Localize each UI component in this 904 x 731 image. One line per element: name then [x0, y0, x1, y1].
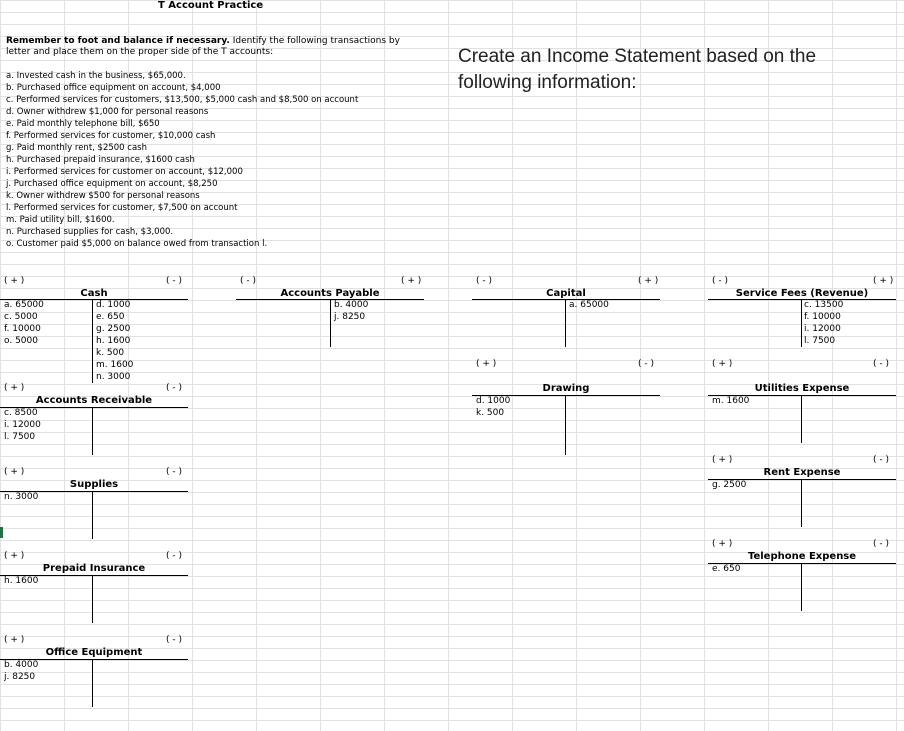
- t-account-vertical-rule: [330, 299, 331, 347]
- t-account-vertical-rule: [801, 479, 802, 527]
- transaction-item: o. Customer paid $5,000 on balance owed from transaction l.: [6, 239, 268, 249]
- credit-sign: ( + ): [638, 276, 659, 286]
- account-title-prepaid-insurance: Prepaid Insurance: [42, 563, 146, 574]
- debit-entry: m. 1600: [712, 396, 750, 406]
- account-title-rent-expense: Rent Expense: [763, 467, 841, 478]
- credit-sign: ( + ): [401, 276, 422, 286]
- credit-entry: l. 7500: [804, 336, 836, 346]
- account-title-supplies: Supplies: [69, 479, 119, 490]
- t-account-horizontal-rule: [472, 299, 660, 300]
- credit-entry: g. 2500: [96, 324, 131, 334]
- credit-entry: f. 10000: [804, 312, 841, 322]
- debit-column: [476, 395, 510, 419]
- t-account-vertical-rule: [565, 395, 566, 455]
- credit-sign: ( - ): [873, 359, 889, 369]
- debit-column: [712, 395, 749, 407]
- credit-entry: d. 1000: [96, 300, 131, 310]
- credit-sign: ( - ): [638, 359, 654, 369]
- t-account-horizontal-rule: [708, 299, 896, 300]
- debit-column: [712, 563, 740, 575]
- selected-cell-marker: [0, 527, 3, 538]
- debit-column: [4, 659, 38, 683]
- instruction-line-2: letter and place them on the proper side of the T accounts:: [6, 47, 274, 57]
- t-account-vertical-rule: [92, 491, 93, 539]
- credit-sign: ( - ): [166, 467, 182, 477]
- income-statement-prompt-2: following information:: [458, 72, 637, 93]
- account-title-drawing: Drawing: [542, 383, 590, 394]
- transaction-list: [6, 70, 358, 250]
- account-title-telephone-expense: Telephone Expense: [747, 551, 857, 562]
- debit-sign: ( + ): [4, 551, 25, 561]
- credit-entry: i. 12000: [804, 324, 841, 334]
- credit-entry: m. 1600: [96, 360, 134, 370]
- debit-sign: ( - ): [240, 276, 256, 286]
- debit-entry: c. 5000: [4, 312, 38, 322]
- transaction-item: b. Purchased office equipment on account, $4,000: [6, 83, 221, 93]
- t-account-vertical-rule: [92, 659, 93, 707]
- debit-entry: l. 7500: [4, 432, 36, 442]
- instruction-rest: Identify the following transactions by: [232, 36, 400, 46]
- credit-column: [569, 299, 609, 311]
- income-statement-prompt-1: Create an Income Statement based on the: [458, 46, 817, 67]
- account-title-accounts-payable: Accounts Payable: [280, 288, 380, 299]
- account-title-capital: Capital: [546, 288, 586, 299]
- t-account-vertical-rule: [92, 299, 93, 383]
- debit-entry: f. 10000: [4, 324, 41, 334]
- credit-entry: k. 500: [96, 348, 125, 358]
- debit-entry: a. 65000: [4, 300, 44, 310]
- debit-sign: ( + ): [476, 359, 497, 369]
- t-account-vertical-rule: [801, 563, 802, 611]
- account-title-utilities-expense: Utilities Expense: [754, 383, 850, 394]
- transaction-item: j. Purchased office equipment on account, $8,250: [6, 179, 218, 189]
- debit-entry: c. 8500: [4, 408, 38, 418]
- debit-sign: ( + ): [4, 635, 25, 645]
- debit-entry: o. 5000: [4, 336, 38, 346]
- transaction-item: a. Invested cash in the business, $65,000.: [6, 71, 186, 81]
- credit-entry: j. 8250: [334, 312, 366, 322]
- debit-entry: h. 1600: [4, 576, 39, 586]
- debit-column: [4, 575, 38, 587]
- debit-sign: ( + ): [4, 467, 25, 477]
- credit-sign: ( - ): [166, 635, 182, 645]
- credit-entry: n. 3000: [96, 372, 131, 382]
- account-title-office-equipment: Office Equipment: [45, 647, 143, 658]
- instruction-line-1: [6, 36, 400, 47]
- transaction-item: k. Owner withdrew $500 for personal reasons: [6, 191, 200, 201]
- debit-sign: ( + ): [712, 539, 733, 549]
- debit-sign: ( - ): [712, 276, 728, 286]
- debit-entry: i. 12000: [4, 420, 41, 430]
- transaction-item: d. Owner withdrew $1,000 for personal reasons: [6, 107, 209, 117]
- debit-entry: e. 650: [712, 564, 741, 574]
- debit-entry: d. 1000: [476, 396, 511, 406]
- debit-entry: k. 500: [476, 408, 505, 418]
- debit-entry: n. 3000: [4, 492, 39, 502]
- debit-column: [4, 299, 44, 347]
- account-title-service-fees: Service Fees (Revenue): [735, 288, 869, 299]
- credit-entry: b. 4000: [334, 300, 369, 310]
- debit-sign: ( + ): [4, 276, 25, 286]
- debit-entry: j. 8250: [4, 672, 36, 682]
- credit-sign: ( - ): [873, 455, 889, 465]
- transaction-item: h. Purchased prepaid insurance, $1600 cash: [6, 155, 195, 165]
- debit-sign: ( + ): [712, 455, 733, 465]
- t-account-vertical-rule: [801, 395, 802, 443]
- debit-sign: ( + ): [712, 359, 733, 369]
- debit-sign: ( + ): [4, 383, 25, 393]
- transaction-item: c. Performed services for customers, $13,500, $5,000 cash and $8,500 on account: [6, 95, 359, 105]
- account-title-accounts-receivable: Accounts Receivable: [35, 395, 153, 406]
- t-account-vertical-rule: [92, 575, 93, 623]
- debit-column: [712, 479, 746, 491]
- credit-entry: c. 13500: [804, 300, 844, 310]
- credit-entry: a. 65000: [569, 300, 609, 310]
- sheet-title: T Account Practice: [158, 0, 264, 11]
- t-account-vertical-rule: [801, 299, 802, 347]
- debit-column: [4, 491, 38, 503]
- credit-sign: ( - ): [166, 551, 182, 561]
- debit-column: [4, 407, 41, 443]
- transaction-item: n. Purchased supplies for cash, $3,000.: [6, 227, 174, 237]
- credit-sign: ( + ): [873, 276, 894, 286]
- credit-entry: h. 1600: [96, 336, 131, 346]
- t-account-vertical-rule: [92, 407, 93, 455]
- account-title-cash: Cash: [80, 288, 108, 299]
- t-account-vertical-rule: [565, 299, 566, 347]
- transaction-item: g. Paid monthly rent, $2500 cash: [6, 143, 147, 153]
- debit-entry: b. 4000: [4, 660, 39, 670]
- instruction-bold: Remember to foot and balance if necessary.: [6, 36, 230, 46]
- debit-sign: ( - ): [476, 276, 492, 286]
- credit-sign: ( - ): [166, 383, 182, 393]
- credit-sign: ( - ): [873, 539, 889, 549]
- transaction-item: m. Paid utility bill, $1600.: [6, 215, 115, 225]
- debit-entry: g. 2500: [712, 480, 747, 490]
- credit-column: [804, 299, 843, 347]
- credit-entry: e. 650: [96, 312, 125, 322]
- credit-sign: ( - ): [166, 276, 182, 286]
- transaction-item: e. Paid monthly telephone bill, $650: [6, 119, 160, 129]
- credit-column: [334, 299, 368, 323]
- transaction-item: f. Performed services for customer, $10,000 cash: [6, 131, 216, 141]
- credit-column: [96, 299, 133, 383]
- transaction-item: l. Performed services for customer, $7,500 on account: [6, 203, 238, 213]
- transaction-item: i. Performed services for customer on account, $12,000: [6, 167, 243, 177]
